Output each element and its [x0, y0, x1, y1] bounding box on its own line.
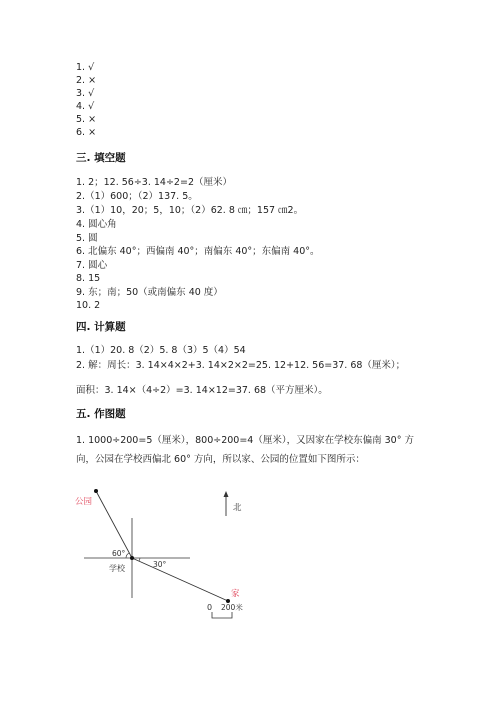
- tf-answer-1: 1. √: [76, 62, 95, 73]
- drawing-answer-line-2: 向，公园在学校西偏北 60° 方向，所以家、公园的位置如下图所示：: [76, 454, 365, 465]
- fill-answer-4: 4. 圆心角: [76, 219, 117, 230]
- tf-answer-3: 3. √: [76, 88, 95, 99]
- home-angle-arc: [139, 558, 140, 561]
- tf-answer-5: 5. ×: [76, 114, 97, 125]
- tf-answer-6: 6. ×: [76, 127, 97, 138]
- scale-end-label: 200米: [221, 603, 243, 612]
- north-arrow-icon: [224, 491, 229, 497]
- school-to-park-line: [96, 491, 132, 558]
- section-4-title: 四. 计算题: [76, 321, 126, 333]
- school-point: [130, 556, 134, 560]
- park-point: [94, 489, 98, 493]
- school-label: 学校: [109, 564, 125, 573]
- fill-answer-2: 2.（1）600；（2）137. 5。: [76, 191, 198, 202]
- scale-zero-label: 0: [207, 603, 213, 612]
- tf-answer-4: 4. √: [76, 101, 95, 112]
- drawing-answer-line-1: 1. 1000÷200=5（厘米），800÷200=4（厘米），又因家在学校东偏南 30° 方: [76, 435, 414, 446]
- fill-answer-10: 10. 2: [76, 300, 101, 311]
- scale-bar: [212, 612, 232, 618]
- calc-answer-1: 1.（1）20. 8（2）5. 8（3）5（4）54: [76, 345, 246, 356]
- fill-answer-3: 3.（1）10，20；5，10；（2）62. 8 ㎝；157 ㎝2。: [76, 205, 304, 216]
- calc-answer-2: 2. 解：周长：3. 14×4×2+3. 14×2×2=25. 12+12. 56=37. 68（厘米）；: [76, 360, 406, 371]
- fill-answer-7: 7. 圆心: [76, 260, 108, 271]
- section-5-title: 五. 作图题: [76, 408, 126, 420]
- fill-answer-9: 9. 东；南；50（或南偏东 40 度）: [76, 287, 223, 298]
- home-angle-label: 30°: [153, 560, 167, 569]
- calc-answer-area: 面积：3. 14×（4÷2）=3. 14×12=37. 68（平方厘米）。: [76, 385, 328, 396]
- home-label: 家: [231, 589, 240, 599]
- park-angle-label: 60°: [112, 549, 126, 558]
- fill-answer-1: 1. 2；12. 56÷3. 14÷2=2（厘米）: [76, 177, 232, 188]
- park-label: 公园: [75, 497, 93, 507]
- fill-answer-5: 5. 圆: [76, 233, 98, 244]
- school-to-home-line: [132, 558, 228, 601]
- north-label: 北: [233, 503, 242, 513]
- tf-answer-2: 2. ×: [76, 75, 97, 86]
- park-angle-arc: [126, 553, 129, 558]
- fill-answer-8: 8. 15: [76, 273, 101, 284]
- fill-answer-6: 6. 北偏东 40°；西偏南 40°；南偏东 40°；东偏南 40°。: [76, 246, 320, 257]
- section-3-title: 三. 填空题: [76, 152, 126, 164]
